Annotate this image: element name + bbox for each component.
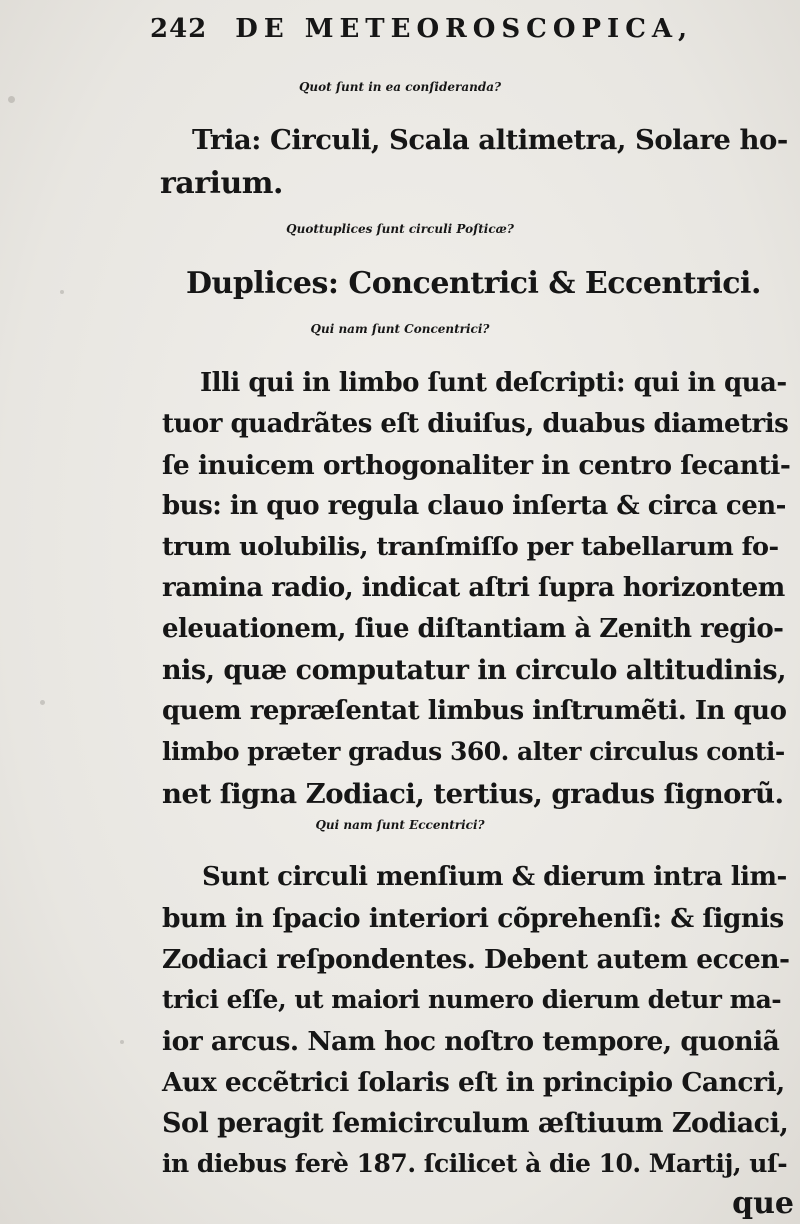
text-line: Duplices: Concentrici & Eccentrici. (186, 266, 761, 301)
running-title: DE METEOROSCOPICA, (235, 14, 694, 44)
ink-speck (40, 700, 45, 705)
question-heading: Qui nam ſunt Concentrici? (310, 322, 490, 336)
text-line: nis, quæ computatur in circulo altitudinis, (162, 655, 786, 686)
text-line: trici eſſe, ut maiori numero dierum detur ma- (162, 985, 782, 1014)
text-line: Tria: Circuli, Scala altimetra, Solare ho- (192, 124, 788, 156)
text-line: Zodiaci reſpondentes. Debent autem eccen- (162, 944, 790, 975)
text-line: Aux eccẽtrici ſolaris eſt in principio Cancri, (162, 1067, 785, 1098)
question-heading: Quot ſunt in ea conſideranda? (298, 80, 502, 94)
text-line: in diebus ferè 187. ſcilicet à die 10. Martij, uſ- (162, 1149, 788, 1178)
text-line: net ſigna Zodiaci, tertius, gradus ſignorũ. (162, 778, 784, 810)
text-line: trum uolubilis, tranſmiſſo per tabellarum fo- (162, 532, 779, 562)
ink-speck (60, 290, 64, 294)
text-line: Sol peragit ſemicirculum æſtiuum Zodiaci, (162, 1108, 789, 1139)
question-heading: Quottuplices ſunt circuli Poſticæ? (286, 222, 514, 236)
text-line: Sunt circuli menſium & dierum intra lim- (202, 862, 787, 892)
text-line: eleuationem, ſiue diſtantiam à Zenith regio- (162, 614, 784, 644)
text-line: ramina radio, indicat aſtri ſupra horizontem (162, 573, 785, 603)
ink-speck (120, 1040, 124, 1044)
text-line: ior arcus. Nam hoc noſtro tempore, quoniã (162, 1026, 780, 1057)
text-line: quem repræſentat limbus inſtrumẽti. In quo (162, 696, 787, 726)
catchword: que (732, 1186, 794, 1221)
ink-speck (8, 96, 15, 103)
question-heading: Qui nam ſunt Eccentrici? (315, 818, 485, 832)
text-line: limbo præter gradus 360. alter circulus conti- (162, 737, 785, 766)
running-header (150, 14, 710, 58)
text-line: bus: in quo regula clauo inſerta & circa cen- (162, 491, 786, 521)
text-line: tuor quadrãtes eſt diuiſus, duabus diametris (162, 409, 789, 439)
text-line: rarium. (160, 166, 283, 201)
text-line: ſe inuicem orthogonaliter in centro ſecanti- (162, 450, 791, 481)
text-line: Illi qui in limbo ſunt deſcripti: qui in qua- (200, 368, 787, 398)
text-line: bum in ſpacio interiori cõprehenſi: & ſignis (162, 903, 784, 934)
page-number: 242 (150, 14, 208, 44)
